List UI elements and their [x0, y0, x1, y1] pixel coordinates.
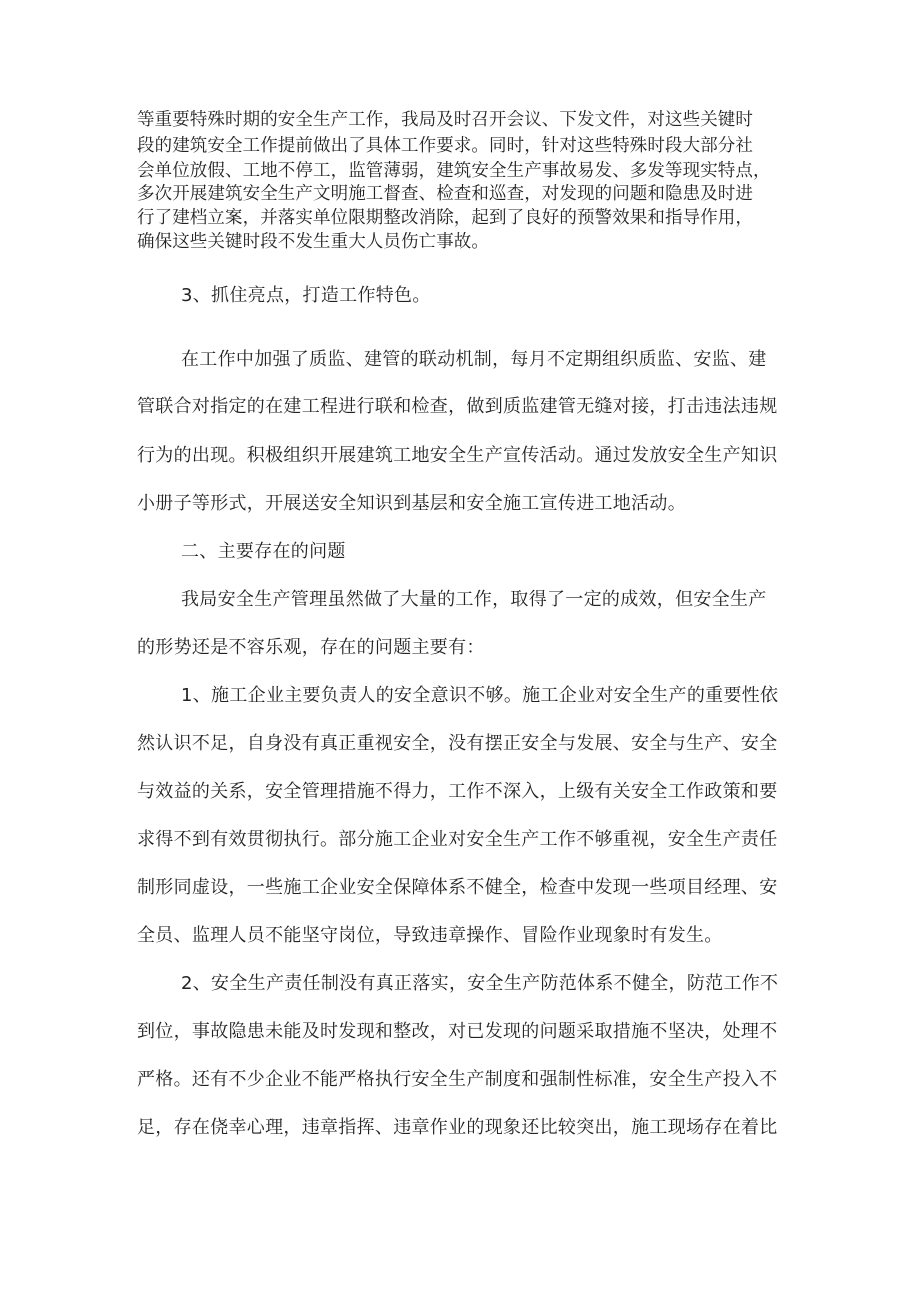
text-line: 我局安全生产管理虽然做了大量的工作，取得了一定的成效，但安全生产	[181, 589, 767, 610]
section-heading-2: 二、主要存在的问题	[181, 541, 346, 562]
text-line: 制形同虚设，一些施工企业安全保障体系不健全，检查中发现一些项目经理、安	[137, 877, 778, 898]
text-line: 确保这些关键时段不发生重大人员伤亡事故。	[137, 232, 489, 252]
text-line: 小册子等形式，开展送安全知识到基层和安全施工宣传进工地活动。	[137, 493, 686, 514]
text-line: 等重要特殊时期的安全生产工作，我局及时召开会议、下发文件，对这些关键时	[137, 110, 753, 130]
text-line: 然认识不足，自身没有真正重视安全，没有摆正安全与发展、安全与生产、安全	[137, 733, 778, 754]
section-heading-3: 3、抓住亮点，打造工作特色。	[181, 285, 431, 306]
text-line: 2、安全生产责任制没有真正落实，安全生产防范体系不健全，防范工作不	[181, 973, 779, 994]
text-line: 管联合对指定的在建工程进行联和检查，做到质监建管无缝对接，打击违法违规	[137, 396, 778, 417]
text-line: 会单位放假、工地不停工，监管薄弱，建筑安全生产事故易发、多发等现实特点，	[137, 161, 771, 181]
text-line: 全员、监理人员不能坚守岗位，导致违章操作、冒险作业现象时有发生。	[137, 925, 723, 946]
text-line: 的形势还是不容乐观，存在的问题主要有：	[137, 637, 485, 658]
text-line: 行为的出现。积极组织开展建筑工地安全生产宣传活动。通过发放安全生产知识	[137, 445, 778, 466]
text-line: 足，存在侥幸心理，违章指挥、违章作业的现象还比较突出，施工现场存在着比	[137, 1117, 778, 1138]
text-line: 到位，事故隐患未能及时发现和整改，对已发现的问题采取措施不坚决，处理不	[137, 1021, 778, 1042]
text-line: 多次开展建筑安全生产文明施工督查、检查和巡查，对发现的问题和隐患及时进	[137, 184, 753, 204]
text-line: 严格。还有不少企业不能严格执行安全生产制度和强制性标准，安全生产投入不	[137, 1069, 778, 1090]
text-line: 段的建筑安全工作提前做出了具体工作要求。同时，针对这些特殊时段大部分社	[137, 136, 753, 156]
text-line: 1、施工企业主要负责人的安全意识不够。施工企业对安全生产的重要性依	[181, 685, 779, 706]
text-line: 求得不到有效贯彻执行。部分施工企业对安全生产工作不够重视，安全生产责任	[137, 829, 778, 850]
text-line: 与效益的关系，安全管理措施不得力，工作不深入，上级有关安全工作政策和要	[137, 781, 778, 802]
text-line: 行了建档立案，并落实单位限期整改消除，起到了良好的预警效果和指导作用，	[137, 208, 753, 228]
text-line: 在工作中加强了质监、建管的联动机制，每月不定期组织质监、安监、建	[181, 349, 767, 370]
